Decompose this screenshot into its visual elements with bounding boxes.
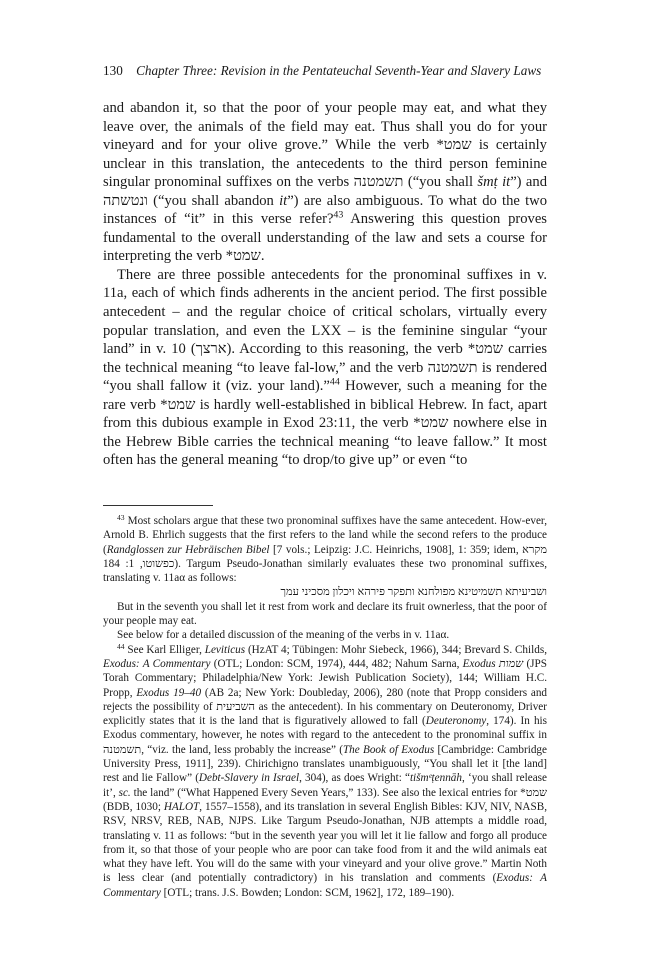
text-run: (OTL; London: SCM, 1974), 444, 482; Nahum Sarna, bbox=[210, 657, 463, 670]
paragraph-1 bbox=[103, 99, 547, 266]
text-run-italic: Exodus שמות bbox=[462, 657, 524, 670]
main-text bbox=[103, 99, 547, 470]
footnote-ref-44[interactable]: 44 bbox=[329, 376, 340, 388]
page-number: 130 bbox=[103, 63, 123, 78]
text-run-italic: Exodus: A Commentary bbox=[103, 872, 547, 899]
text-run: [7 vols.; Leipzig: J.C. Heinrichs, 1908], 1: 359; idem, מקרא כפשוטו, 1: 184). Targum Pseudo-Jonathan similarly evaluates these two pronominal suffixes, translating v. 11aα as follows: bbox=[103, 543, 548, 585]
running-head: Chapter Three: Revision in the Pentateuchal Seventh-Year and Slavery Laws bbox=[136, 63, 542, 78]
text-run-italic: The Book of Exodus bbox=[342, 743, 435, 756]
footnotes bbox=[103, 514, 547, 900]
text-run-italic: šmṭ it bbox=[477, 174, 511, 191]
footnote-number: 44 bbox=[117, 641, 125, 651]
text-run: [Cambridge: Cambridge University Press, 1911], 239). Chirichigno translates unambiguously, “You shall let it [the land] rest and lie Fallow” ( bbox=[103, 743, 547, 785]
text-run: ”) are also ambiguous. To what do the two instances of “it” in this verse refer? bbox=[103, 192, 547, 228]
text-run-italic: Debt-Slavery in Israel bbox=[198, 772, 300, 785]
text-run-italic: HALOT bbox=[163, 800, 200, 813]
paragraph-2 bbox=[103, 266, 547, 470]
text-run-italic: Exodus 19–40 bbox=[136, 686, 202, 699]
text-run: , 304), as does Wright: “ bbox=[299, 772, 410, 785]
hebrew-quotation: ושביעיתא תשמיטינא מפולחנא ותפקר פירהא ויכלון מסכיני עמך bbox=[280, 586, 547, 599]
footnote-number: 43 bbox=[117, 512, 125, 522]
text-run: However, such a meaning for the rare verb *שמט is hardly well-established in biblical Hebrew. In fact, apart from this dubious example in Exod 23:11, the verb *שמט nowhere else in the Hebrew Bible carries the technical meaning “to leave fallow.” It most often has the general meaning “to drop/to give up” or even “to bbox=[103, 378, 547, 469]
text-run: See Karl Elliger, bbox=[124, 643, 205, 656]
text-run: Answering this question proves fundamental to the overall understanding of the law and sets a course for interpreting the verb *שמט. bbox=[103, 211, 547, 265]
footnote-ref-43[interactable]: 43 bbox=[333, 209, 344, 221]
text-run-italic: tišmᵉṭennāh bbox=[409, 772, 462, 785]
text-run-italic: sc. bbox=[118, 786, 131, 799]
text-run: the land” (“What Happened Every Seven Years,” 133). See also the lexical entries for *שמט (BDB, 1030; bbox=[103, 786, 547, 813]
text-run: ”) and ונטשתה (“you shall abandon bbox=[103, 174, 548, 209]
text-run: , ‘you shall release it’, bbox=[103, 772, 547, 799]
text-run: (JPS Torah Commentary; Philadelphia/New York: Jewish Publication Society), 144; William H.C. Propp, bbox=[103, 657, 547, 699]
footnote-44 bbox=[103, 643, 547, 900]
text-run: , 174). In his Exodus commentary, however, he notes with regard to the antecedent to the pronominal suffix in תשמטנה, “viz. the land, less probably the increase” ( bbox=[103, 715, 547, 756]
text-run-italic: Exodus: A Commentary bbox=[103, 657, 211, 670]
text-run: [OTL; trans. J.S. Bowden; London: SCM, 1962], 172, 189–190). bbox=[160, 886, 455, 899]
text-run: and abandon it, so that the poor of your people may eat, and what they leave over, the animals of the field may eat. Thus shall you do for your vineyard and for your olive grove.” While the verb *שמט is certainly unclear in this translation, the antecedents to the third person feminine singular pronominal suffixes on the verbs תשמטנה (“you shall bbox=[103, 100, 547, 191]
quotation-translation: But in the seventh you shall let it rest from work and declare its fruit ownerless, that the poor of your people may eat. bbox=[103, 600, 547, 628]
text-run-italic: Deuteronomy bbox=[425, 715, 487, 728]
text-run-italic: Randglossen zur Hebräischen Bibel bbox=[106, 543, 270, 556]
text-run: There are three possible antecedents for the pronominal suffixes in v. 11a, each of which finds adherents in the ancient period. The first possible antecedent – and the regular choice of critical scholars, virtually every popular translation, and even the LXX – is the feminine singular “your land” in v. 10 (ארצך). According to this reasoning, the verb *שמט carries the technical meaning “to leave fal-low,” and the verb תשמטנה is rendered “you shall fallow it (viz. your land).” bbox=[103, 266, 547, 395]
text-run: (HzAT 4; Tübingen: Mohr Siebeck, 1966), 344; Brevard S. Childs, bbox=[245, 643, 547, 656]
text-run: (AB 2a; New York: Doubleday, 2006), 280 (note that Propp considers and rejects the possibility of השביעית as the antecedent). In his commentary on Deuteronomy, Driver explicitly states that it is the land that is figuratively allowed to fall ( bbox=[103, 686, 548, 728]
text-run: , 1557–1558), and its translation in several English Bibles: KJV, NIV, NASB, RSV, NRSV, REB, NAB, NJPS. Like Targum Pseudo-Jonathan, NJB attempts a middle road, translating v. 11 as follows: “but in the seventh year you will let it lie fallow and forgo all produce from it, so that those of your people who are poor can take food from it and the wild animals eat what they have left. You will do the same with your vineyard and your olive grove.” Martin Noth is less clear (and potentially contradictory) in his translation and comments ( bbox=[103, 800, 547, 885]
footnote-43 bbox=[103, 514, 547, 585]
text-run-italic: it bbox=[279, 192, 288, 209]
text-run-italic: Leviticus bbox=[204, 643, 246, 656]
text-run: Most scholars argue that these two pronominal suffixes have the same antecedent. How-ever, Arnold B. Ehrlich suggests that the first refers to the land while the second refers to the produce ( bbox=[103, 515, 547, 556]
see-below-note: See below for a detailed discussion of the meaning of the verbs in v. 11aα. bbox=[117, 629, 450, 642]
footnote-separator bbox=[103, 505, 213, 506]
running-header bbox=[103, 63, 543, 79]
